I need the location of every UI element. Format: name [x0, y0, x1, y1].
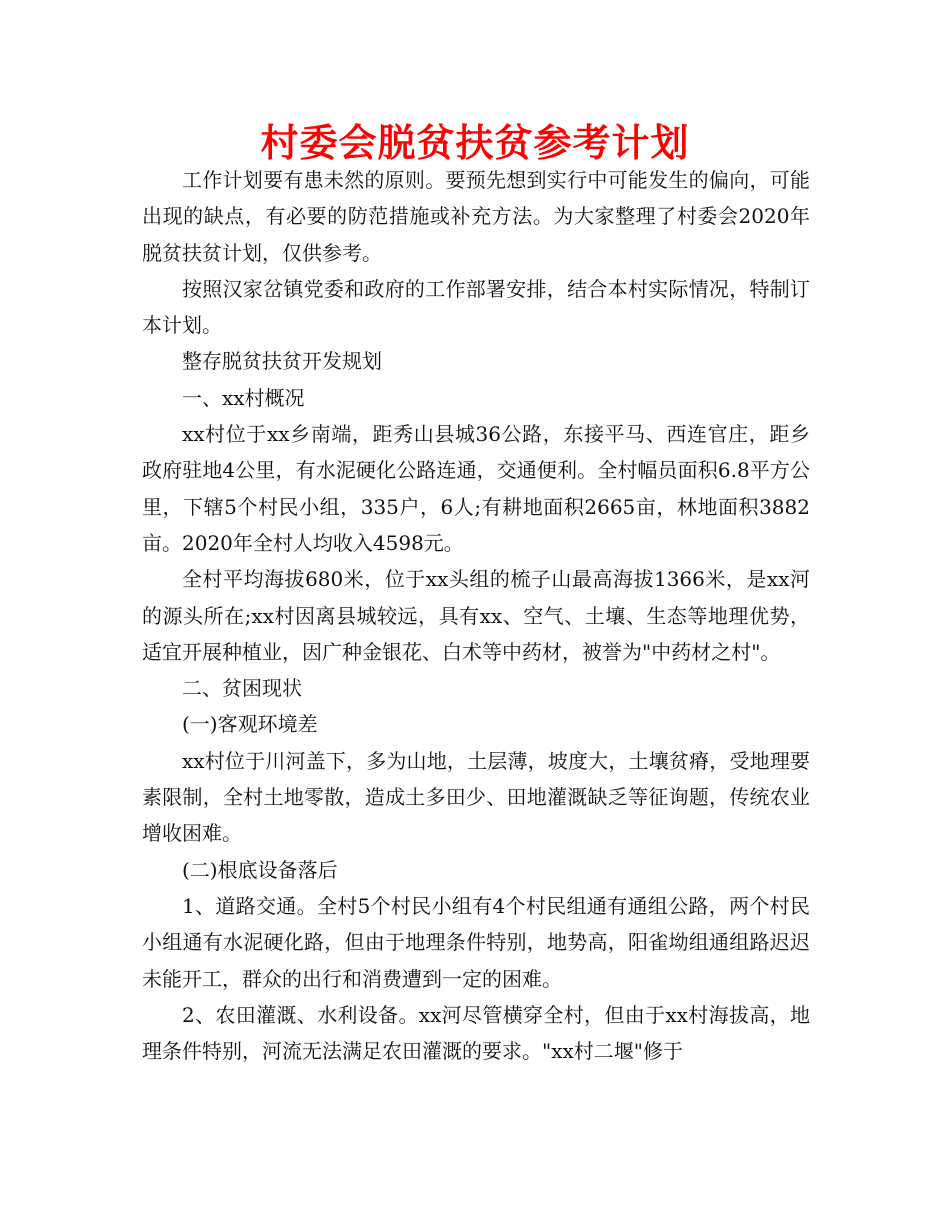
subsection-heading-infrastructure: (二)根底设备落后 — [182, 857, 338, 882]
paragraph-environment: xx村位于川河盖下，多为山地，土层薄，坡度大，土壤贫瘠，受地理要素限制，全村土地零散，造成土多田少、田地灌溉缺乏等征询题，传统农业增收困难。 — [142, 748, 810, 846]
paragraph-roads: 1、道路交通。全村5个村民小组有4个村民组通有通组公路，两个村民小组通有水泥硬化路，但由于地理条件特别，地势高，阳雀坳组通组路迟迟未能开工，群众的出行和消费遭到一定的困难。 — [142, 893, 810, 991]
paragraph-basis: 按照汉家岔镇党委和政府的工作部署安排，结合本村实际情况，特制订本计划。 — [142, 276, 810, 338]
paragraph-village-location: xx村位于xx乡南端，距秀山县城36公路，东接平马、西连官庄，距乡政府驻地4公里，有水泥硬化公路连通，交通便利。全村幅员面积6.8平方公里，下辖5个村民小组，335户，6人;有耕地面积2665亩，林地面积3882亩。2020年全村人均收入4598元。 — [142, 422, 810, 555]
section-heading-overview: 一、xx村概况 — [182, 385, 305, 410]
paragraph-intro: 工作计划要有患未然的原则。要预先想到实行中可能发生的偏向，可能出现的缺点，有必要的防范措施或补充方法。为大家整理了村委会2020年脱贫扶贫计划，仅供参考。 — [142, 168, 810, 265]
paragraph-irrigation: 2、农田灌溉、水利设备。xx河尽管横穿全村，但由于xx村海拔高，地理条件特别，河流无法满足农田灌溉的要求。"xx村二堰"修于 — [142, 1002, 810, 1064]
section-heading-plan: 整存脱贫扶贫开发规划 — [182, 349, 382, 374]
section-heading-poverty: 二、贫困现状 — [182, 676, 302, 701]
paragraph-village-altitude: 全村平均海拔680米，位于xx头组的梳子山最高海拔1366米，是xx河的源头所在;xx村因离县城较远，具有xx、空气、土壤、生态等地理优势，适宜开展种植业，因广种金银花、白术等中药材，被誉为"中药材之村"。 — [142, 567, 810, 664]
subsection-heading-environment: (一)客观环境差 — [182, 712, 318, 737]
document-body — [142, 162, 810, 1069]
document-title: 村委会脱贫扶贫参考计划 — [260, 120, 690, 165]
